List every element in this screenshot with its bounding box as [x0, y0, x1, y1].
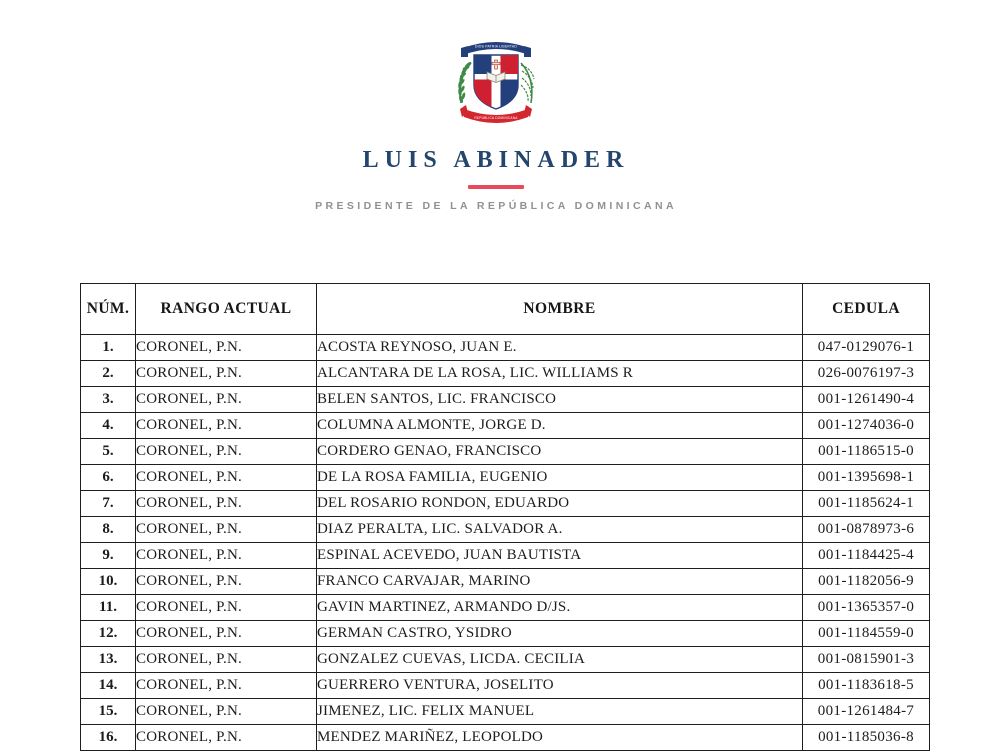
table-row	[81, 361, 930, 387]
name-cell: FRANCO CARVAJAR, MARINO	[317, 569, 803, 595]
emblem-palm-branch	[521, 63, 534, 103]
name-cell: GAVIN MARTINEZ, ARMANDO D/JS.	[317, 595, 803, 621]
table-row	[81, 439, 930, 465]
name-cell: ESPINAL ACEVEDO, JUAN BAUTISTA	[317, 543, 803, 569]
row-number-cell: 15.	[81, 699, 136, 725]
table-row	[81, 725, 930, 751]
row-number-cell: 7.	[81, 491, 136, 517]
cedula-cell: 047-0129076-1	[803, 335, 930, 361]
rank-cell: CORONEL, P.N.	[136, 673, 317, 699]
table-row	[81, 699, 930, 725]
row-number-cell: 10.	[81, 569, 136, 595]
row-number-cell: 1.	[81, 335, 136, 361]
cedula-cell: 001-1183618-5	[803, 673, 930, 699]
rank-cell: CORONEL, P.N.	[136, 413, 317, 439]
name-cell: ALCANTARA DE LA ROSA, LIC. WILLIAMS R	[317, 361, 803, 387]
name-cell: GERMAN CASTRO, YSIDRO	[317, 621, 803, 647]
cedula-cell: 001-1395698-1	[803, 465, 930, 491]
cedula-cell: 001-1274036-0	[803, 413, 930, 439]
name-cell: GUERRERO VENTURA, JOSELITO	[317, 673, 803, 699]
table-row	[81, 595, 930, 621]
row-number-cell: 12.	[81, 621, 136, 647]
table-header-row	[81, 284, 930, 335]
cedula-cell: 001-1182056-9	[803, 569, 930, 595]
rank-cell: CORONEL, P.N.	[136, 725, 317, 751]
name-cell: JIMENEZ, LIC. FELIX MANUEL	[317, 699, 803, 725]
column-header-rango: RANGO ACTUAL	[136, 284, 317, 335]
rank-cell: CORONEL, P.N.	[136, 387, 317, 413]
cedula-cell: 001-1184425-4	[803, 543, 930, 569]
rank-cell: CORONEL, P.N.	[136, 439, 317, 465]
cedula-cell: 001-1184559-0	[803, 621, 930, 647]
table-row	[81, 621, 930, 647]
row-number-cell: 16.	[81, 725, 136, 751]
name-cell: DE LA ROSA FAMILIA, EUGENIO	[317, 465, 803, 491]
name-cell: GONZALEZ CUEVAS, LICDA. CECILIA	[317, 647, 803, 673]
cedula-cell: 001-1186515-0	[803, 439, 930, 465]
rank-cell: CORONEL, P.N.	[136, 699, 317, 725]
table-row	[81, 413, 930, 439]
row-number-cell: 8.	[81, 517, 136, 543]
table-row	[81, 517, 930, 543]
table-row	[81, 647, 930, 673]
row-number-cell: 14.	[81, 673, 136, 699]
name-cell: CORDERO GENAO, FRANCISCO	[317, 439, 803, 465]
row-number-cell: 6.	[81, 465, 136, 491]
rank-cell: CORONEL, P.N.	[136, 595, 317, 621]
row-number-cell: 9.	[81, 543, 136, 569]
emblem-top-banner-text: DIOS PATRIA LIBERTAD	[475, 44, 517, 49]
row-number-cell: 3.	[81, 387, 136, 413]
rank-cell: CORONEL, P.N.	[136, 647, 317, 673]
cedula-cell: 001-0815901-3	[803, 647, 930, 673]
rank-cell: CORONEL, P.N.	[136, 569, 317, 595]
name-cell: BELEN SANTOS, LIC. FRANCISCO	[317, 387, 803, 413]
row-number-cell: 11.	[81, 595, 136, 621]
coat-of-arms	[443, 33, 549, 127]
row-number-cell: 13.	[81, 647, 136, 673]
name-cell: DEL ROSARIO RONDON, EDUARDO	[317, 491, 803, 517]
table-row	[81, 569, 930, 595]
cedula-cell: 026-0076197-3	[803, 361, 930, 387]
cedula-cell: 001-1261490-4	[803, 387, 930, 413]
rank-cell: CORONEL, P.N.	[136, 491, 317, 517]
rank-cell: CORONEL, P.N.	[136, 543, 317, 569]
table-body	[81, 335, 930, 751]
name-cell: DIAZ PERALTA, LIC. SALVADOR A.	[317, 517, 803, 543]
rank-cell: CORONEL, P.N.	[136, 335, 317, 361]
column-header-num: NÚM.	[81, 284, 136, 335]
table-row	[81, 465, 930, 491]
table-row	[81, 387, 930, 413]
table-header	[81, 284, 930, 335]
cedula-cell: 001-1185624-1	[803, 491, 930, 517]
name-cell: COLUMNA ALMONTE, JORGE D.	[317, 413, 803, 439]
column-header-nombre: NOMBRE	[317, 284, 803, 335]
emblem-bottom-ribbon-text: REPÚBLICA DOMINICANA	[474, 116, 518, 120]
coat-of-arms-graphic	[443, 33, 549, 127]
cedula-cell: 001-1365357-0	[803, 595, 930, 621]
column-header-cedula: CEDULA	[803, 284, 930, 335]
emblem-shield	[473, 54, 520, 111]
rank-cell: CORONEL, P.N.	[136, 465, 317, 491]
row-number-cell: 5.	[81, 439, 136, 465]
document-header	[0, 0, 992, 212]
table-row	[81, 335, 930, 361]
table-row	[81, 673, 930, 699]
cedula-cell: 001-1185036-8	[803, 725, 930, 751]
table-row	[81, 543, 930, 569]
rank-cell: CORONEL, P.N.	[136, 621, 317, 647]
red-divider-line	[468, 185, 524, 189]
president-subtitle: PRESIDENTE DE LA REPÚBLICA DOMINICANA	[315, 200, 677, 212]
rank-cell: CORONEL, P.N.	[136, 361, 317, 387]
row-number-cell: 2.	[81, 361, 136, 387]
cedula-cell: 001-1261484-7	[803, 699, 930, 725]
table-row	[81, 491, 930, 517]
row-number-cell: 4.	[81, 413, 136, 439]
name-cell: MENDEZ MARIÑEZ, LEOPOLDO	[317, 725, 803, 751]
president-name-title: LUIS ABINADER	[362, 147, 630, 173]
cedula-cell: 001-0878973-6	[803, 517, 930, 543]
emblem-laurel-branch	[458, 61, 472, 104]
rank-cell: CORONEL, P.N.	[136, 517, 317, 543]
officers-table	[80, 283, 930, 751]
name-cell: ACOSTA REYNOSO, JUAN E.	[317, 335, 803, 361]
